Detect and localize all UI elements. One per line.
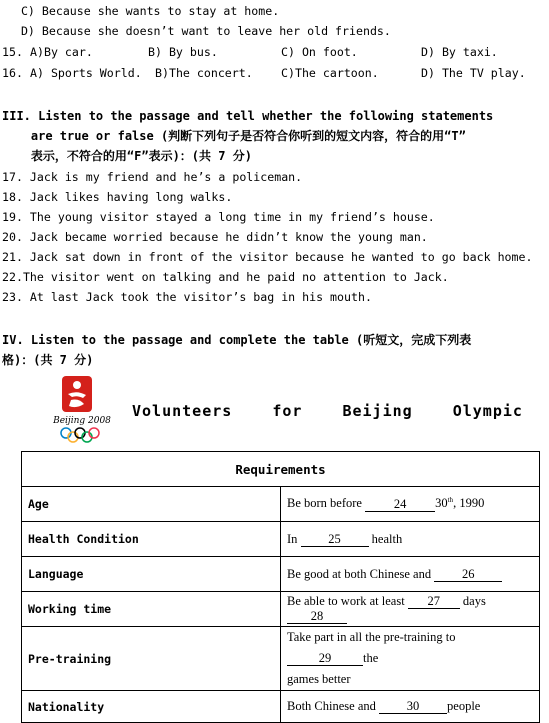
- table-row-language: [22, 557, 540, 592]
- table-row-health: [22, 522, 540, 557]
- beijing-2008-logo: [46, 374, 118, 446]
- row-value: Take part in all the pre-training to 29 the games better: [281, 627, 540, 691]
- blank-28[interactable]: 28: [287, 610, 347, 624]
- blank-27[interactable]: 27: [408, 595, 460, 609]
- row-key: Nationality: [22, 691, 281, 723]
- table-row-pre-training: [22, 627, 540, 691]
- section-3-line-2: are true or false (判断下列句子是否符合你听到的短文内容，符合的用“T”: [2, 129, 466, 143]
- section-3-line-3: 表示，不符合的用“F”表示)：(共 7 分): [2, 149, 252, 163]
- option-c: C)The cartoon.: [281, 66, 379, 80]
- row-key: Pre-training: [22, 627, 281, 691]
- question-number: 15.: [2, 45, 23, 59]
- requirements-table: [21, 451, 540, 723]
- banner-title: Volunteers for Beijing Olympic: [132, 402, 523, 420]
- option-a: A) Sports World.: [30, 66, 142, 80]
- row-key: Age: [22, 487, 281, 522]
- table-row-working-time: [22, 592, 540, 627]
- option-a: A)By car.: [30, 45, 93, 59]
- row-value: Both Chinese and 30 people: [281, 691, 540, 723]
- option-c: C) On foot.: [281, 45, 358, 59]
- table-row-age: [22, 487, 540, 522]
- row-value: Be born before 24 30th, 1990: [281, 487, 540, 522]
- statement-20: 20. Jack became worried because he didn’t know the young man.: [2, 230, 428, 244]
- blank-25[interactable]: 25: [301, 533, 369, 547]
- table-header: Requirements: [22, 452, 540, 487]
- section-3-line-1: III. Listen to the passage and tell whether the following statements: [2, 109, 494, 123]
- section-3-heading: [2, 106, 493, 166]
- statement-22: 22.The visitor went on talking and he paid no attention to Jack.: [2, 270, 449, 284]
- option-d: D) By taxi.: [421, 45, 498, 59]
- blank-26[interactable]: 26: [434, 568, 502, 582]
- row-key: Health Condition: [22, 522, 281, 557]
- section-4-heading: [2, 330, 471, 370]
- blank-24[interactable]: 24: [365, 498, 435, 512]
- statement-21: 21. Jack sat down in front of the visitor because he wanted to go back home.: [2, 250, 533, 264]
- statement-19: 19. The young visitor stayed a long time in my friend’s house.: [2, 210, 435, 224]
- option-c-text: C) Because she wants to stay at home.: [0, 4, 280, 18]
- section-4-line-1: IV. Listen to the passage and complete the table (听短文，完成下列表: [2, 333, 472, 347]
- option-b: B)The concert.: [155, 66, 253, 80]
- statement-17: 17. Jack is my friend and he’s a policeman.: [2, 170, 303, 184]
- row-value: In 25 health: [281, 522, 540, 557]
- statement-23: 23. At last Jack took the visitor’s bag in his mouth.: [2, 290, 372, 304]
- blank-29[interactable]: 29: [287, 652, 363, 666]
- blank-30[interactable]: 30: [379, 700, 447, 714]
- option-b: B) By bus.: [148, 45, 218, 59]
- table-row-nationality: [22, 691, 540, 723]
- statement-18: 18. Jack likes having long walks.: [2, 190, 233, 204]
- logo-text: Beijing 2008: [53, 416, 111, 426]
- section-4-line-2: 格)：(共 7 分): [2, 353, 94, 367]
- option-d: D) The TV play.: [421, 66, 526, 80]
- row-key: Working time: [22, 592, 281, 627]
- row-value: Be good at both Chinese and 26: [281, 557, 540, 592]
- row-value: Be able to work at least 27 days 28: [281, 592, 540, 627]
- row-key: Language: [22, 557, 281, 592]
- option-d-text: D) Because she doesn’t want to leave her old friends.: [0, 24, 391, 38]
- question-number: 16.: [2, 66, 23, 80]
